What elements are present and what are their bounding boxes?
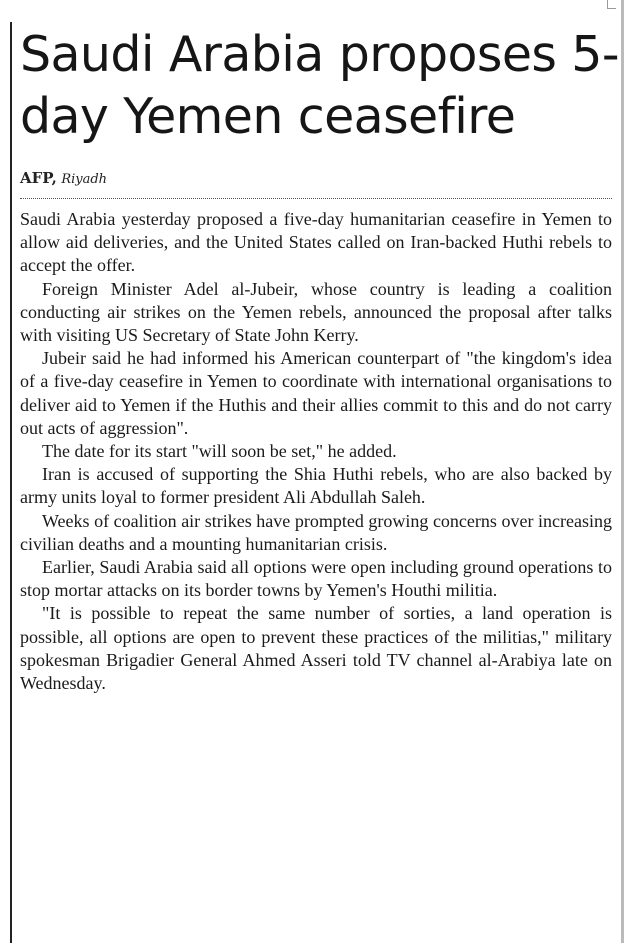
byline [20,168,107,190]
crop-mark [607,0,616,9]
byline-agency: AFP, [20,169,57,187]
paragraph: Weeks of coalition air strikes have prompted growing concerns over increasing civilian deaths and a mounting humanitarian crisis. [20,510,612,554]
paragraph: Saudi Arabia yesterday proposed a five-day humanitarian ceasefire in Yemen to allow aid deliveries, and the United States called on Iran-backed Huthi rebels to accept the offer. [20,209,612,276]
column-rule [10,22,12,943]
paragraph: "It is possible to repeat the same number of sorties, a land operation is possible, all options are open to prevent these practices of the militias," military spokesman Brigadier General Ahmed Asseri told TV channel al-Arabiya late on Wednesday. [20,603,612,694]
paragraph: Jubeir said he had informed his American counterpart of "the kingdom's idea of a five-day ceasefire in Yemen to coordinate with international organisations to deliver aid to Yemen if the Huthis and their allies commit to this and do not carry out acts of aggression". [20,348,612,438]
article-body [20,208,612,695]
byline-divider [20,198,612,199]
paragraph: Foreign Minister Adel al-Jubeir, whose country is leading a coalition conducting air strikes on the Yemen rebels, announced the proposal after talks with visiting US Secretary of State John Kerry. [20,278,612,346]
paragraph: The date for its start "will soon be set," he added. [42,441,397,462]
paragraph: Iran is accused of supporting the Shia Huthi rebels, who are also backed by army units loyal to former president Ali Abdullah Saleh. [20,464,612,508]
headline: Saudi Arabia proposes 5-day Yemen ceasefire [20,26,619,145]
byline-location: Riyadh [61,172,108,187]
paragraph: Earlier, Saudi Arabia said all options were open including ground operations to stop mortar attacks on its border towns by Yemen's Houthi militia. [20,557,612,601]
